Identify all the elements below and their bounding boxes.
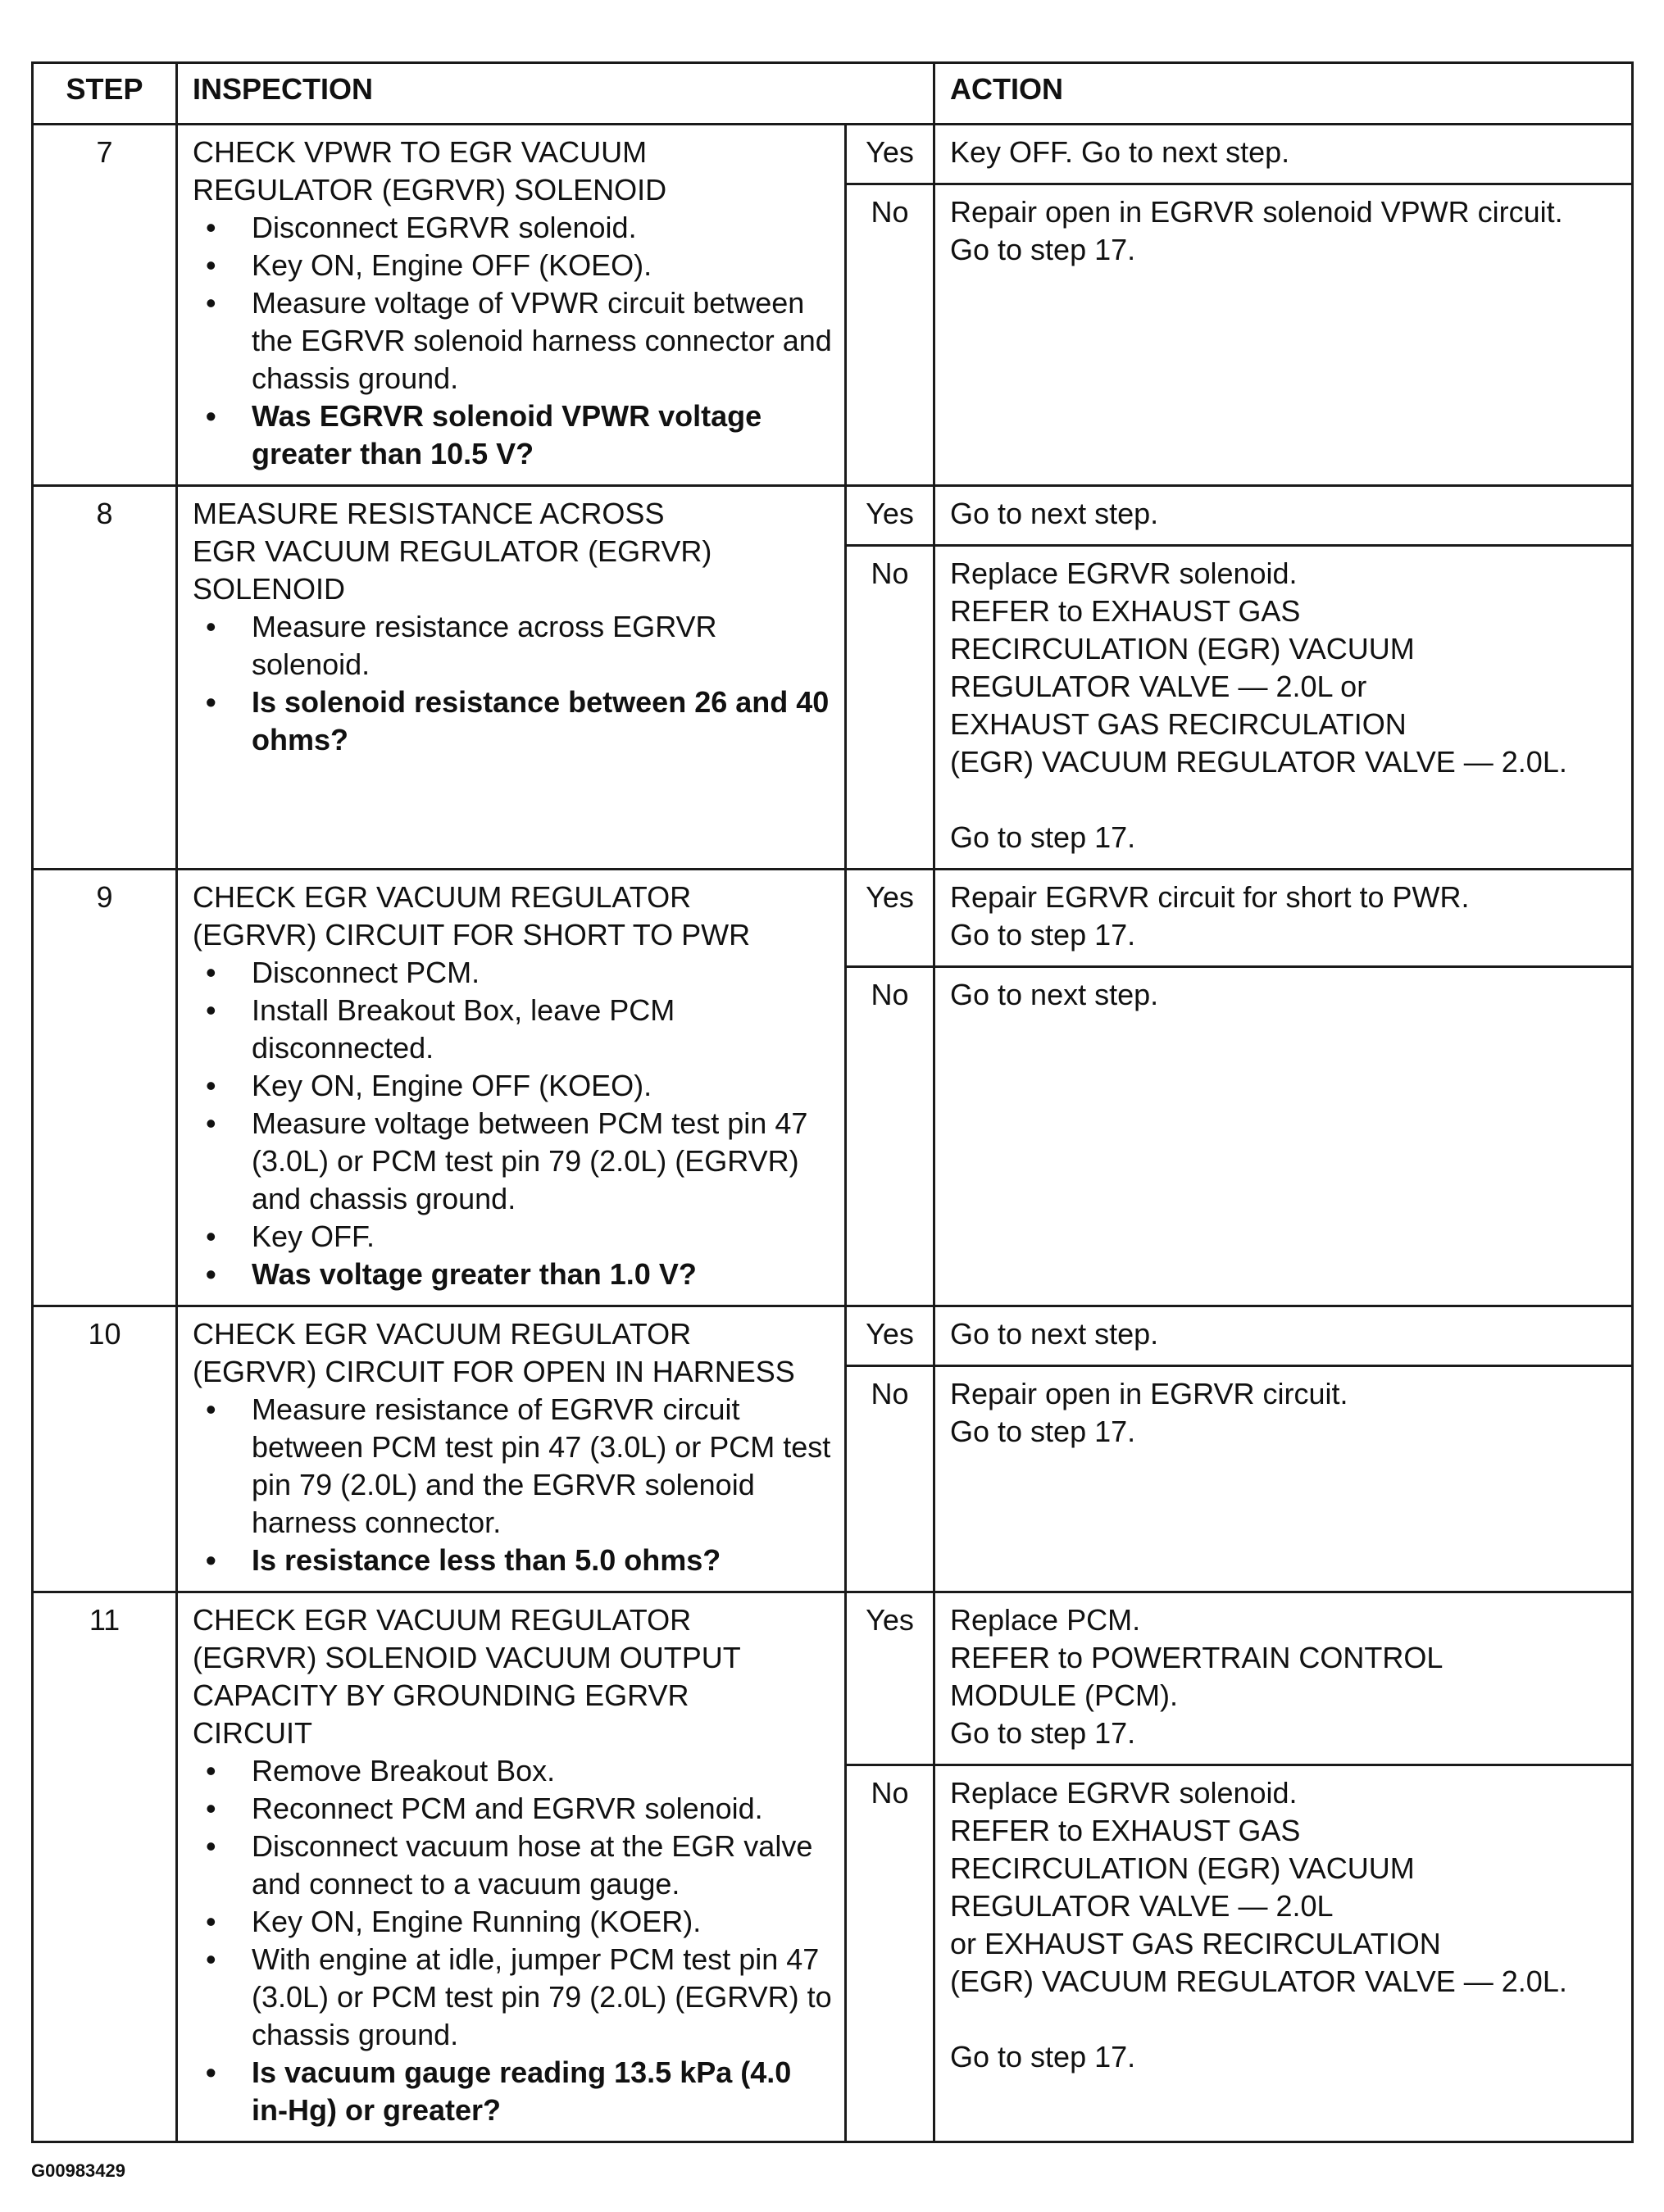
no-action: Replace EGRVR solenoid. REFER to EXHAUST GAS RECIRCULATION (EGR) VACUUM REGULATOR VALVE — 2.0L or EXHAUST GAS RECIRCULATION (EGR) VACUUM REGULATOR VALVE — 2.0L. Go to step 17. <box>934 546 1633 870</box>
yes-label: Yes <box>846 870 934 967</box>
header-row <box>33 63 1633 125</box>
inspection-steps <box>193 1752 833 2129</box>
step-number: 7 <box>33 125 177 486</box>
inspection-cell <box>177 125 846 486</box>
diagnostic-table <box>31 61 1634 2143</box>
header-step: STEP <box>33 63 177 125</box>
inspection-step: • Measure resistance across EGRVR solenoid. <box>193 608 833 684</box>
yes-label: Yes <box>846 1592 934 1765</box>
inspection-cell <box>177 870 846 1306</box>
inspection-step: • Install Breakout Box, leave PCM disconnected. <box>193 992 833 1067</box>
step-number: 10 <box>33 1306 177 1592</box>
inspection-cell <box>177 486 846 870</box>
step-number: 9 <box>33 870 177 1306</box>
yes-action: Go to next step. <box>934 486 1633 546</box>
inspection-title: CHECK EGR VACUUM REGULATOR (EGRVR) CIRCUIT FOR SHORT TO PWR <box>193 880 751 952</box>
inspection-title: CHECK EGR VACUUM REGULATOR (EGRVR) CIRCUIT FOR OPEN IN HARNESS <box>193 1317 795 1388</box>
inspection-question: • Was voltage greater than 1.0 V? <box>193 1256 833 1293</box>
table-body <box>33 125 1633 2142</box>
no-action: Go to next step. <box>934 967 1633 1306</box>
inspection-step: • Key ON, Engine Running (KOER). <box>193 1903 833 1941</box>
inspection-step: • Measure resistance of EGRVR circuit between PCM test pin 47 (3.0L) or PCM test pin 79 (2.0L) and the EGRVR solenoid harness connector. <box>193 1391 833 1542</box>
inspection-steps <box>193 608 833 759</box>
inspection-question: • Is solenoid resistance between 26 and 40 ohms? <box>193 684 833 759</box>
yes-action: Replace PCM. REFER to POWERTRAIN CONTROL MODULE (PCM). Go to step 17. <box>934 1592 1633 1765</box>
no-label: No <box>846 546 934 870</box>
header-inspection: INSPECTION <box>177 63 934 125</box>
inspection-step: • Remove Breakout Box. <box>193 1752 833 1790</box>
inspection-question: • Is resistance less than 5.0 ohms? <box>193 1542 833 1579</box>
inspection-cell <box>177 1592 846 2142</box>
no-label: No <box>846 184 934 486</box>
step-number: 11 <box>33 1592 177 2142</box>
table-row <box>33 870 1633 967</box>
inspection-step: • Key ON, Engine OFF (KOEO). <box>193 247 833 284</box>
yes-action: Go to next step. <box>934 1306 1633 1366</box>
inspection-step: • Key OFF. <box>193 1218 833 1256</box>
inspection-question: • Is vacuum gauge reading 13.5 kPa (4.0 in-Hg) or greater? <box>193 2054 833 2129</box>
inspection-step: • Disconnect PCM. <box>193 954 833 992</box>
inspection-step: • Key ON, Engine OFF (KOEO). <box>193 1067 833 1105</box>
table-row <box>33 1592 1633 1765</box>
table-row <box>33 125 1633 184</box>
yes-action: Key OFF. Go to next step. <box>934 125 1633 184</box>
header-action: ACTION <box>934 63 1633 125</box>
diagnostic-document <box>31 61 1634 2143</box>
inspection-step: • Disconnect EGRVR solenoid. <box>193 209 833 247</box>
inspection-title: CHECK VPWR TO EGR VACUUM REGULATOR (EGRVR) SOLENOID <box>193 135 667 207</box>
inspection-steps <box>193 1391 833 1579</box>
inspection-steps <box>193 209 833 473</box>
no-label: No <box>846 967 934 1306</box>
no-action: Repair open in EGRVR circuit. Go to step 17. <box>934 1366 1633 1592</box>
table-row <box>33 1306 1633 1366</box>
inspection-title: CHECK EGR VACUUM REGULATOR (EGRVR) SOLENOID VACUUM OUTPUT CAPACITY BY GROUNDING EGRVR CIRCUIT <box>193 1603 741 1750</box>
inspection-question: • Was EGRVR solenoid VPWR voltage greater than 10.5 V? <box>193 397 833 473</box>
yes-label: Yes <box>846 125 934 184</box>
no-action: Replace EGRVR solenoid. REFER to EXHAUST GAS RECIRCULATION (EGR) VACUUM REGULATOR VALVE — 2.0L or EXHAUST GAS RECIRCULATION (EGR) VACUUM REGULATOR VALVE — 2.0L. Go to step 17. <box>934 1765 1633 2142</box>
inspection-step: • Measure voltage between PCM test pin 47 (3.0L) or PCM test pin 79 (2.0L) (EGRVR) and chassis ground. <box>193 1105 833 1218</box>
no-label: No <box>846 1366 934 1592</box>
table-row <box>33 486 1633 546</box>
yes-label: Yes <box>846 486 934 546</box>
yes-action: Repair EGRVR circuit for short to PWR. Go to step 17. <box>934 870 1633 967</box>
inspection-step: • Disconnect vacuum hose at the EGR valve and connect to a vacuum gauge. <box>193 1828 833 1903</box>
no-action: Repair open in EGRVR solenoid VPWR circuit. Go to step 17. <box>934 184 1633 486</box>
step-number: 8 <box>33 486 177 870</box>
inspection-step: • Reconnect PCM and EGRVR solenoid. <box>193 1790 833 1828</box>
yes-label: Yes <box>846 1306 934 1366</box>
inspection-title: MEASURE RESISTANCE ACROSS EGR VACUUM REGULATOR (EGRVR) SOLENOID <box>193 497 712 606</box>
inspection-cell <box>177 1306 846 1592</box>
figure-id: G00983429 <box>31 2160 125 2181</box>
inspection-step: • With engine at idle, jumper PCM test pin 47 (3.0L) or PCM test pin 79 (2.0L) (EGRVR) to chassis ground. <box>193 1941 833 2054</box>
no-label: No <box>846 1765 934 2142</box>
inspection-step: • Measure voltage of VPWR circuit between the EGRVR solenoid harness connector and chassis ground. <box>193 284 833 397</box>
inspection-steps <box>193 954 833 1293</box>
